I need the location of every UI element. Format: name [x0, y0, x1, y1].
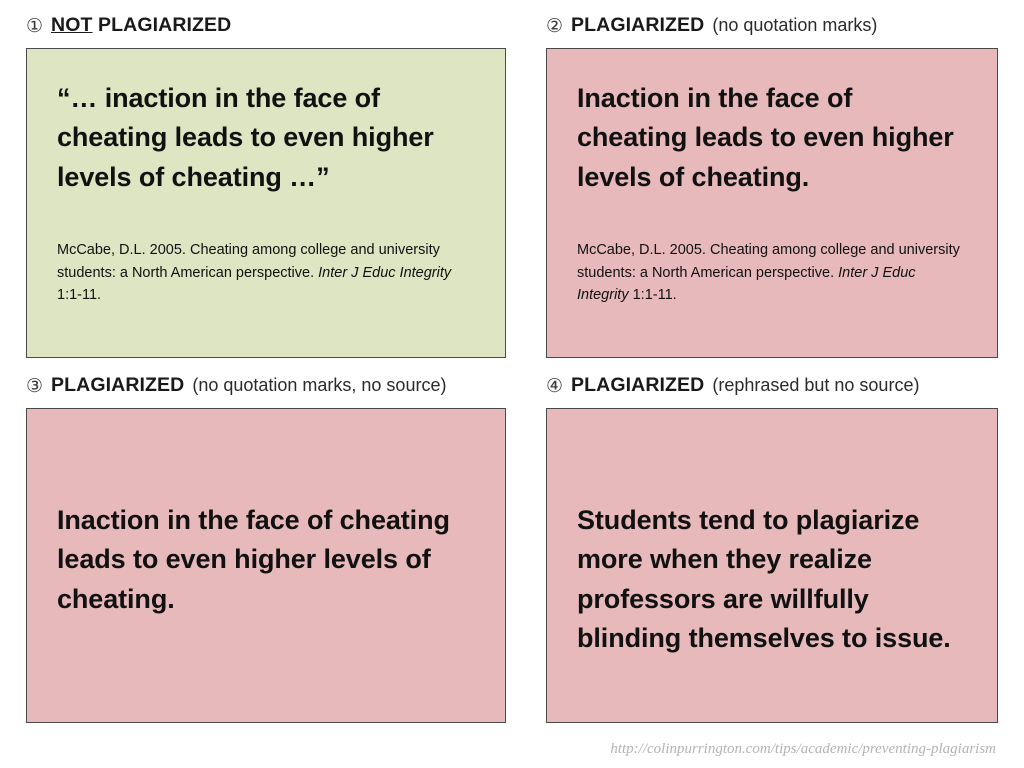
- circled-number-icon: ①: [26, 15, 44, 37]
- panel-3-qualifier: (no quotation marks, no source): [192, 375, 447, 395]
- panel-3-quote: Inaction in the face of cheating leads to even higher levels of cheating.: [57, 505, 450, 614]
- panel-2-verdict: PLAGIARIZED: [571, 14, 705, 36]
- panel-1-citation-part1: McCabe, D.L. 2005. Cheating among college and university students: a North American perspective.: [57, 242, 440, 281]
- panel-4-header: [546, 374, 998, 408]
- panel-1-verdict-emphasis: NOT: [51, 14, 93, 36]
- panel-2-quote: Inaction in the face of cheating leads to even higher levels of cheating.: [577, 83, 954, 192]
- panel-1-not-plagiarized: [26, 14, 506, 358]
- panel-3-box: [26, 408, 506, 723]
- panel-1-citation: [57, 239, 475, 306]
- circled-number-icon: ③: [26, 375, 44, 397]
- panel-4-box: [546, 408, 998, 723]
- circled-number-icon: ②: [546, 15, 564, 37]
- panel-3-header: [26, 374, 506, 408]
- circled-number-icon: ④: [546, 375, 564, 397]
- panel-1-verdict: [51, 14, 231, 37]
- panel-2-citation-part1: McCabe, D.L. 2005. Cheating among college and university students: a North American perspective.: [577, 242, 960, 281]
- panel-1-citation-part2: 1:1-11.: [57, 287, 102, 304]
- examples-grid: [26, 14, 998, 723]
- panel-1-verdict-rest: PLAGIARIZED: [98, 14, 232, 36]
- panel-4-qualifier: (rephrased but no source): [712, 375, 920, 395]
- panel-2-box: [546, 48, 998, 358]
- panel-2-header: [546, 14, 998, 48]
- source-url: http://colinpurrington.com/tips/academic/preventing-plagiarism: [610, 741, 996, 757]
- panel-2-citation-part2: 1:1-11.: [628, 287, 677, 304]
- panel-1-box: [26, 48, 506, 358]
- panel-2-citation: [577, 239, 967, 306]
- panel-1-citation-journal: Inter J Educ Integrity: [318, 264, 452, 281]
- panel-1-quote: “… inaction in the face of cheating leads to even higher levels of cheating …”: [57, 83, 434, 192]
- panel-4-plagiarized-rephrased-no-source: [546, 358, 998, 723]
- panel-2-citation-journal: Inter J Educ Integrity: [577, 264, 916, 304]
- panel-4-quote: Students tend to plagiarize more when they realize professors are willfully blinding themselves to issue.: [577, 505, 951, 654]
- panel-1-header: [26, 14, 506, 48]
- panel-3-verdict: PLAGIARIZED: [51, 374, 185, 396]
- panel-2-qualifier: (no quotation marks): [712, 15, 878, 35]
- panel-2-plagiarized-no-quotes: [546, 14, 998, 358]
- panel-4-verdict: PLAGIARIZED: [571, 374, 705, 396]
- panel-3-plagiarized-no-quotes-no-source: [26, 358, 506, 723]
